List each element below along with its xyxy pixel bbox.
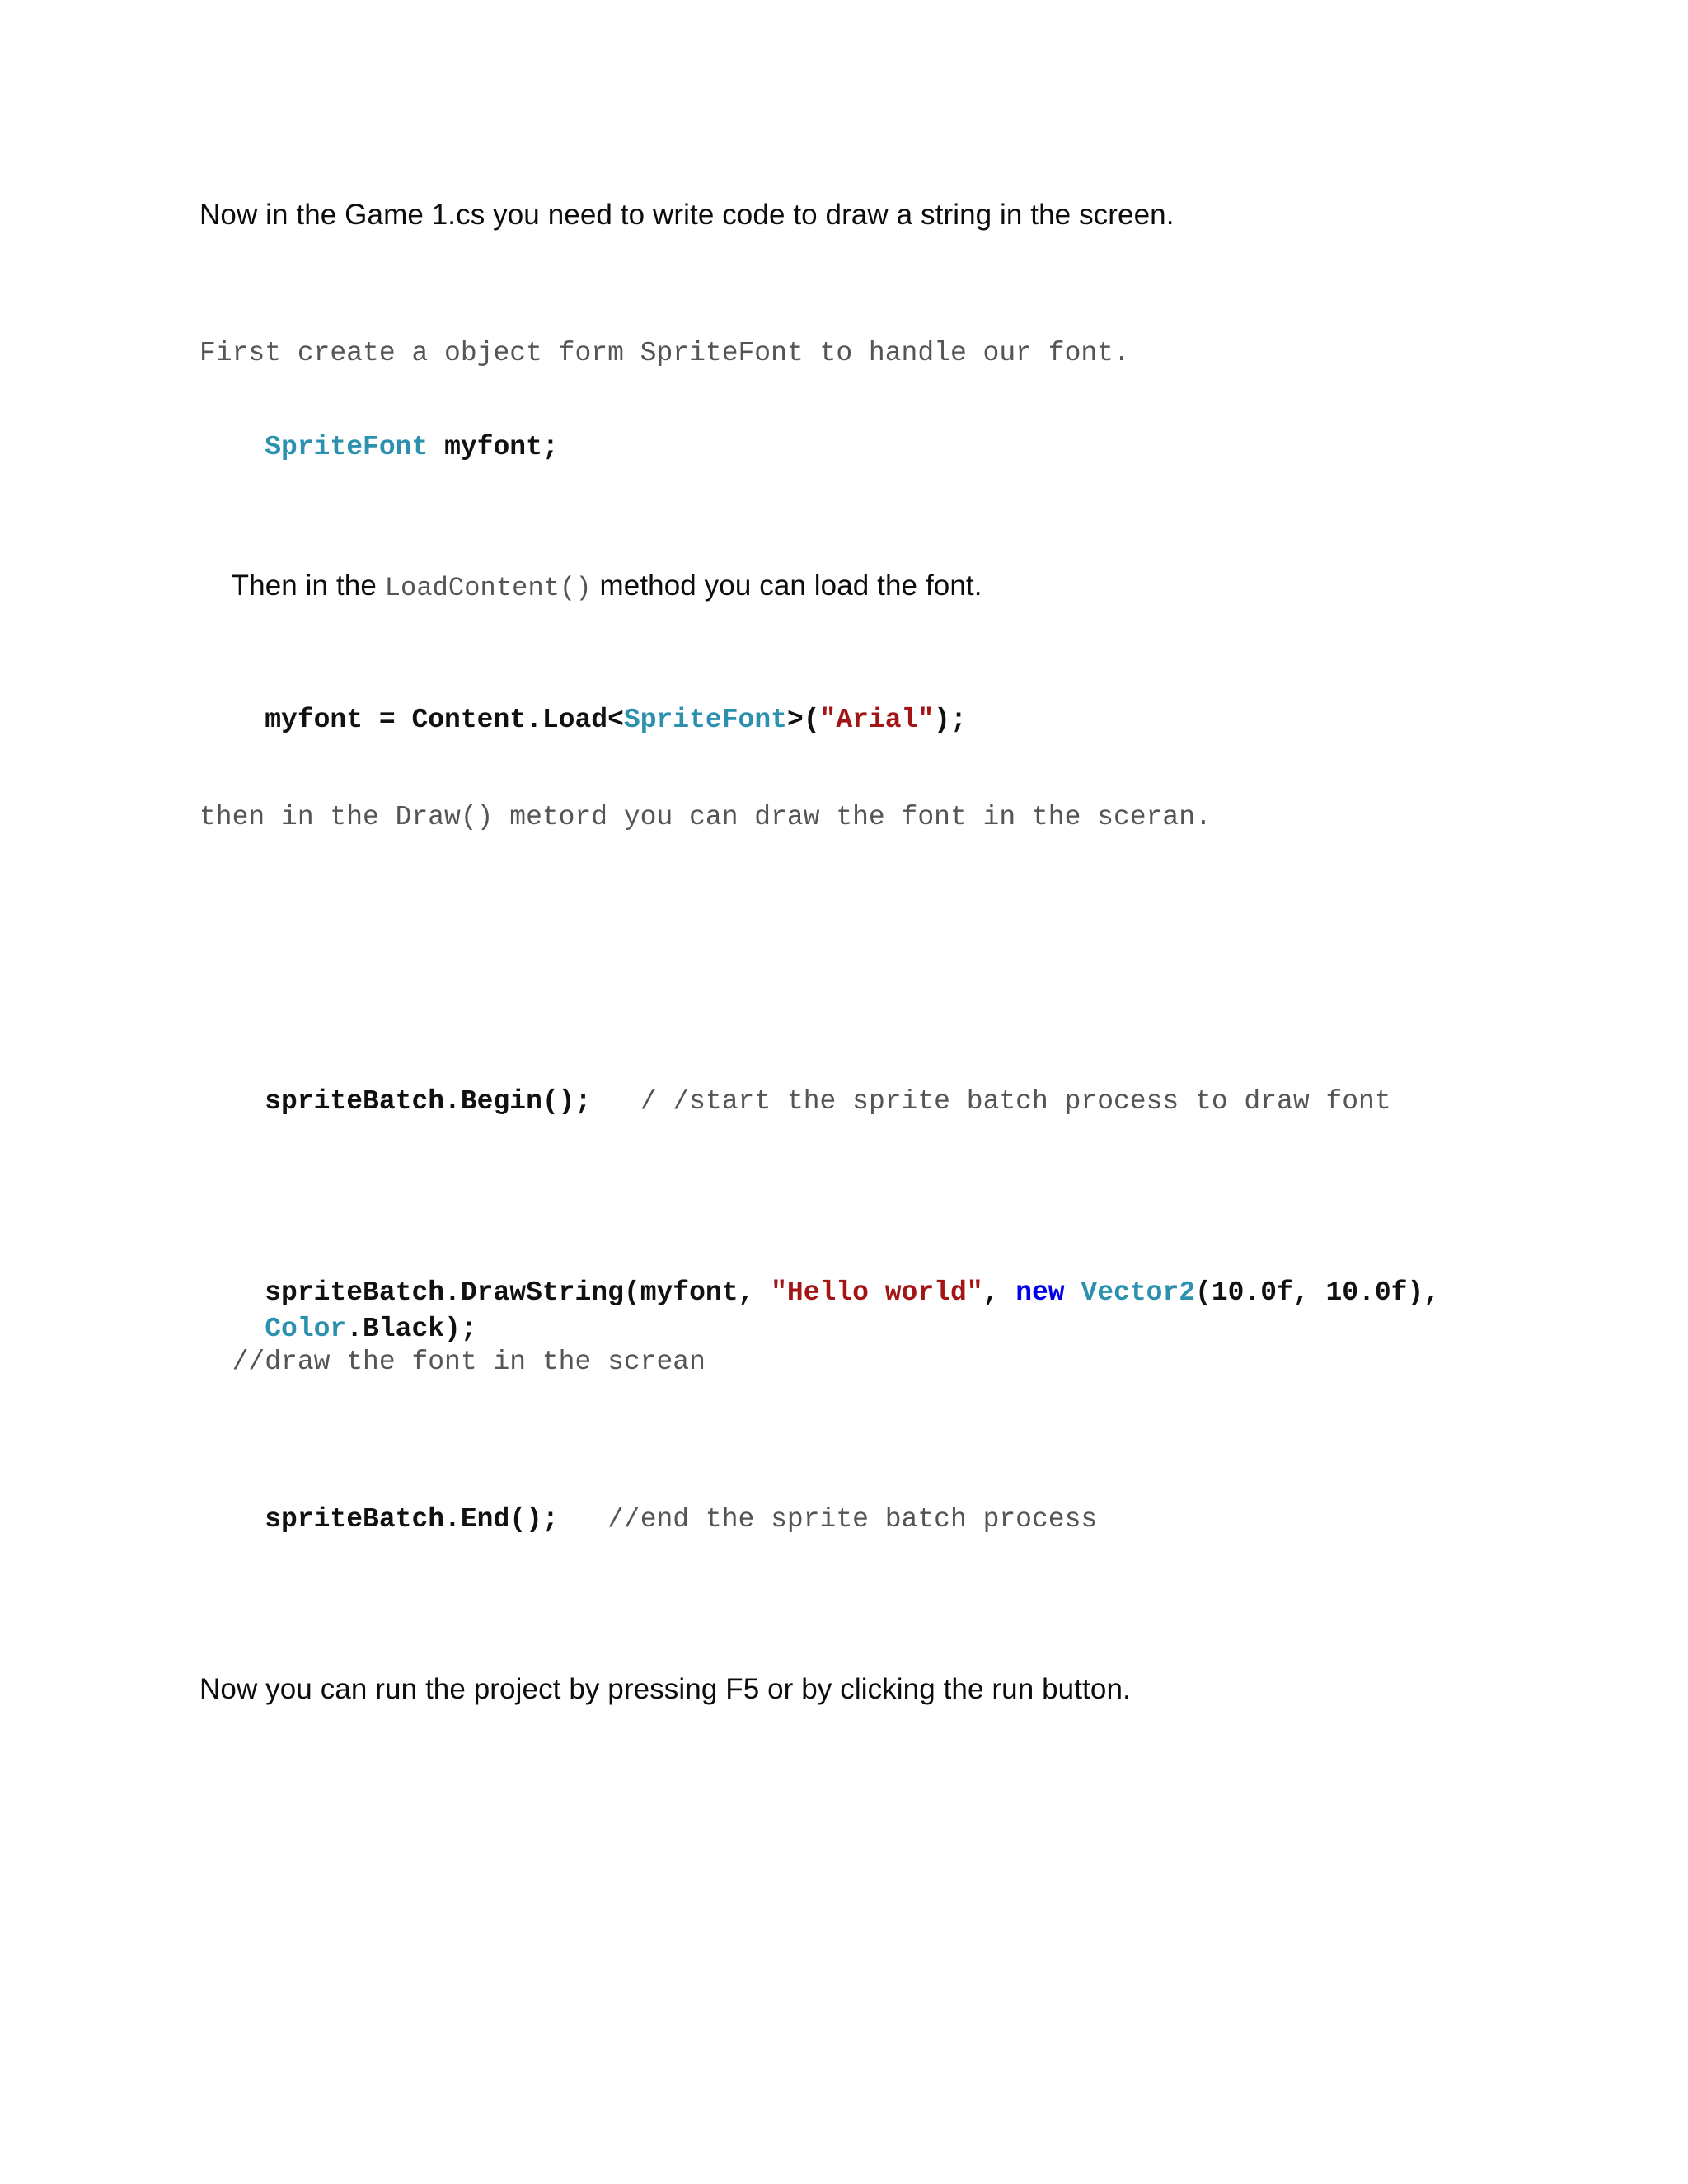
vector2-args: (10.0f, 10.0f), <box>1195 1277 1441 1308</box>
load-code-prefix: myfont = Content.Load< <box>265 705 624 735</box>
drawstring-prefix: spriteBatch.DrawString(myfont, <box>265 1277 771 1308</box>
new-keyword: new <box>1015 1277 1065 1308</box>
drawstring-comment: //draw the font in the screan <box>199 1347 706 1377</box>
load-code-type: SpriteFont <box>623 705 787 735</box>
drawstring-separator: , <box>982 1277 1016 1308</box>
begin-code-line <box>199 1056 1391 1147</box>
load-content-paragraph <box>199 537 982 636</box>
end-code: spriteBatch.End(); <box>265 1504 559 1535</box>
hello-world-string: "Hello world" <box>771 1277 983 1308</box>
load-code-line <box>199 674 967 766</box>
begin-comment: / /start the sprite batch process to draw font <box>591 1086 1391 1117</box>
outro-paragraph: Now you can run the project by pressing F5 or by clicking the run button. <box>199 1673 1131 1705</box>
end-comment: //end the sprite batch process <box>558 1504 1098 1535</box>
draw-method-text: then in the Draw() metord you can draw the font in the sceran. <box>199 802 1212 832</box>
vector2-type: Vector2 <box>1081 1277 1196 1308</box>
loadcontent-method: LoadContent() <box>384 573 592 603</box>
color-rest: .Black); <box>346 1314 477 1344</box>
begin-code: spriteBatch.Begin(); <box>265 1086 592 1117</box>
load-sentence-before: Then in the <box>231 569 385 602</box>
color-type: Color <box>265 1314 347 1344</box>
create-object-text: First create a object form SpriteFont to handle our font. <box>199 338 1130 368</box>
declaration-code-line <box>199 401 559 493</box>
spritefont-type: SpriteFont <box>265 432 429 462</box>
intro-paragraph: Now in the Game 1.cs you need to write code to draw a string in the screen. <box>199 199 1175 231</box>
declaration-rest: myfont; <box>428 432 559 462</box>
end-code-line <box>199 1474 1097 1565</box>
load-code-middle: >( <box>786 705 820 735</box>
drawstring-space <box>1065 1277 1081 1308</box>
load-sentence-after: method you can load the font. <box>591 569 982 602</box>
load-code-string: "Arial" <box>819 705 935 735</box>
load-code-suffix: ); <box>934 705 967 735</box>
